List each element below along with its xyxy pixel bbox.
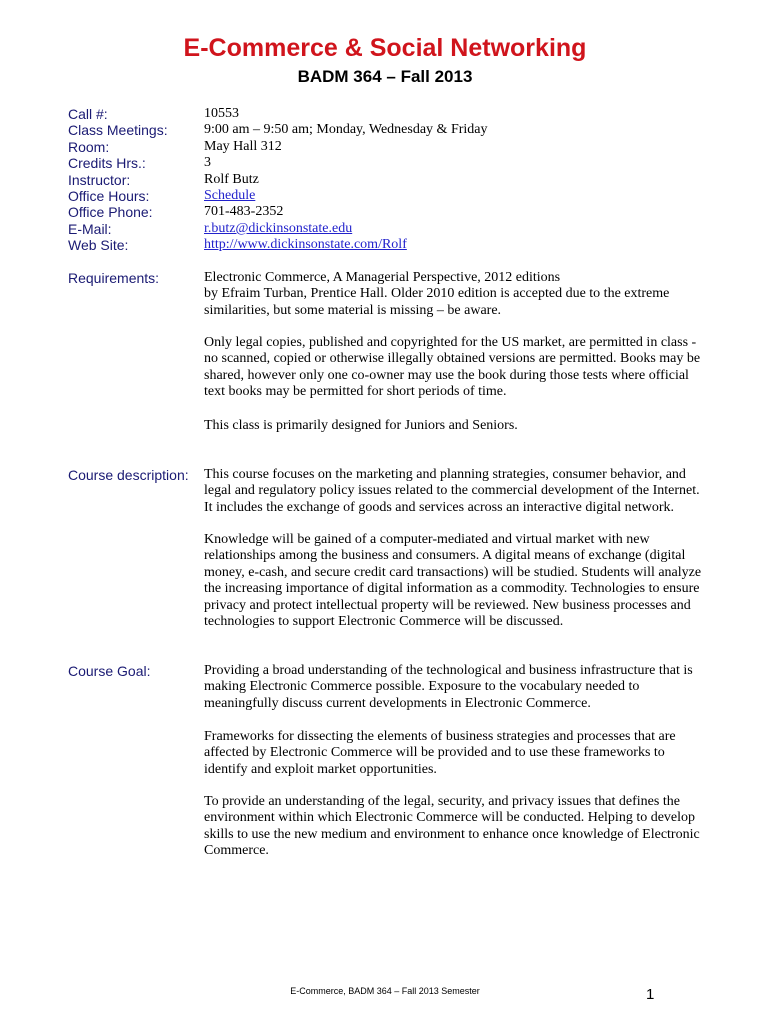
meetings-value: 9:00 am – 9:50 am; Monday, Wednesday & Friday bbox=[204, 122, 488, 137]
course-goal-label: Course Goal: bbox=[68, 663, 151, 679]
office-phone-label: Office Phone: bbox=[68, 204, 153, 220]
schedule-link[interactable]: Schedule bbox=[204, 188, 256, 203]
goal-paragraph-2: Frameworks for dissecting the elements of business strategies and processes that are affected by Electronic Commerce will be provided and to use these frameworks to identify and exploit market opportunities. bbox=[204, 729, 676, 777]
requirements-paragraph-3: This class is primarily designed for Juniors and Seniors. bbox=[204, 418, 518, 433]
instructor-label: Instructor: bbox=[68, 172, 131, 188]
course-subtitle: BADM 364 – Fall 2013 bbox=[297, 67, 473, 86]
description-paragraph-2: Knowledge will be gained of a computer-mediated and virtual market with new relationships among the business and consumers. A digital means of exchange (digital money, e-cash, and secure credit card transactions) will be studied. Students will analyze the increasing importance of digital information as a commodity. Technologies to ensure privacy and protect intellectual property will be reviewed. New business processes and technologies to support Electronic Commerce will be discussed. bbox=[204, 532, 702, 630]
website-link[interactable]: http://www.dickinsonstate.com/Rolf bbox=[204, 237, 407, 252]
requirements-label: Requirements: bbox=[68, 270, 160, 286]
office-hours-label: Office Hours: bbox=[68, 188, 150, 204]
room-value: May Hall 312 bbox=[204, 139, 282, 154]
email-label: E-Mail: bbox=[68, 221, 112, 237]
website-label: Web Site: bbox=[68, 237, 129, 253]
page-number: 1 bbox=[646, 986, 655, 1003]
goal-paragraph-1: Providing a broad understanding of the technological and business infrastructure that is making Electronic Commerce possible. Exposure to the vocabulary needed to meaningfully discuss current developments in Electronic Commerce. bbox=[204, 663, 693, 711]
requirements-paragraph-1: Electronic Commerce, A Managerial Perspective, 2012 editions by Efraim Turban, Prentice Hall. Older 2010 edition is accepted due to the extreme similarities, but some material is missing – be aware. bbox=[204, 270, 670, 318]
description-paragraph-1: This course focuses on the marketing and planning strategies, consumer behavior, and legal and regulatory policy issues related to the commercial development of the Internet. It includes the exchange of goods and services across an interactive digital network. bbox=[204, 467, 700, 515]
requirements-paragraph-2: Only legal copies, published and copyrighted for the US market, are permitted in class - no scanned, copied or otherwise illegally obtained versions are permitted. Books may be shared, however only one co-owner may use the book during those tests where official text books may be permitted for short periods of time. bbox=[204, 335, 701, 400]
goal-paragraph-3: To provide an understanding of the legal, security, and privacy issues that defines the environment within which Electronic Commerce will be conducted. Helping to develop skills to use the new medium and environment to enhance once knowledge of Electronic Commerce. bbox=[204, 794, 700, 859]
credits-label: Credits Hrs.: bbox=[68, 155, 146, 171]
course-description-label: Course description: bbox=[68, 467, 189, 483]
page-footer: E-Commerce, BADM 364 – Fall 2013 Semester bbox=[290, 986, 480, 996]
office-phone-value: 701-483-2352 bbox=[204, 204, 284, 219]
call-label: Call #: bbox=[68, 106, 108, 122]
instructor-value: Rolf Butz bbox=[204, 172, 259, 187]
room-label: Room: bbox=[68, 139, 110, 155]
meetings-label: Class Meetings: bbox=[68, 122, 168, 138]
email-link[interactable]: r.butz@dickinsonstate.edu bbox=[204, 221, 353, 236]
document-title: E-Commerce & Social Networking bbox=[183, 34, 587, 62]
call-value: 10553 bbox=[204, 106, 239, 121]
credits-value: 3 bbox=[204, 155, 211, 170]
